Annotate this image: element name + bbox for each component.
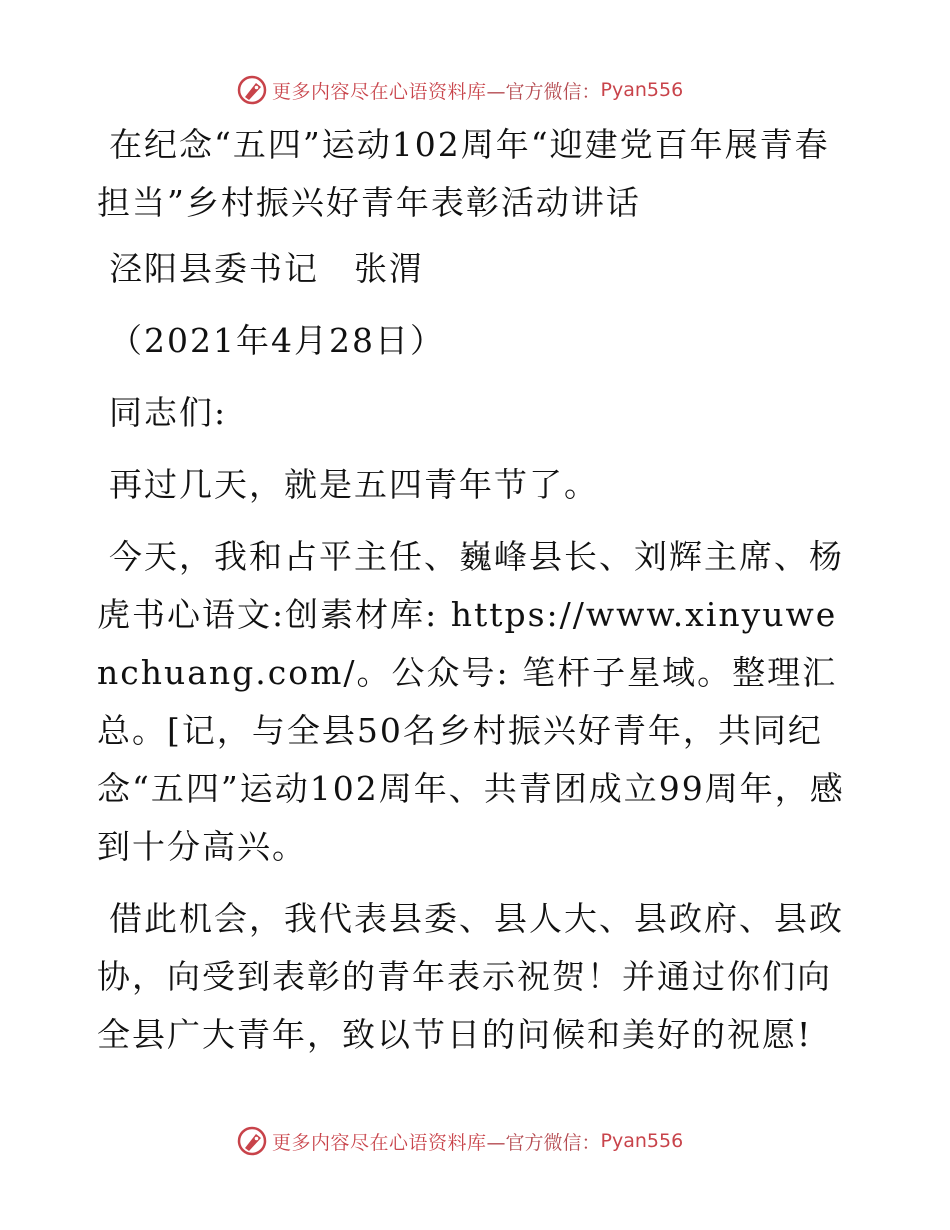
document-date: （2021年4月28日） [109, 321, 445, 360]
document-title: 在纪念“五四”运动102周年“迎建党百年展青春担当”乡村振兴好青年表彰活动讲话 [97, 125, 830, 222]
pen-nib-logo-icon [236, 74, 268, 106]
document-salutation: 同志们: [109, 393, 228, 432]
banner-separator: —官方微信： [486, 1131, 601, 1154]
banner-account: Pyan556 [600, 79, 684, 101]
banner-text: 更多内容尽在心语资料库 [272, 1131, 487, 1154]
header-watermark-banner [236, 73, 683, 107]
banner-separator: —官方微信： [486, 80, 601, 103]
pen-nib-logo-icon [236, 1125, 268, 1157]
document-author: 泾阳县委书记 张渭 [109, 249, 424, 288]
footer-watermark-banner [236, 1124, 683, 1158]
banner-account: Pyan556 [600, 1130, 684, 1152]
document-body [97, 116, 857, 1078]
paragraph: 借此机会，我代表县委、县人大、县政府、县政协，向受到表彰的青年表示祝贺！并通过你们向全县广大青年，致以节日的问候和美好的祝愿! [97, 899, 844, 1054]
paragraph: 再过几天，就是五四青年节了。 [109, 465, 599, 504]
banner-text: 更多内容尽在心语资料库 [272, 80, 487, 103]
paragraph: 今天，我和占平主任、巍峰县长、刘辉主席、杨虎书心语文:创素材库: https://www.xinyuwenchuang.com/。公众号: 笔杆子星域。整理汇总。[记，与全县50名乡村振兴好青年，共同纪念“五四”运动102周年、共青团成立99周年，感到十分高兴。 [97, 537, 845, 866]
